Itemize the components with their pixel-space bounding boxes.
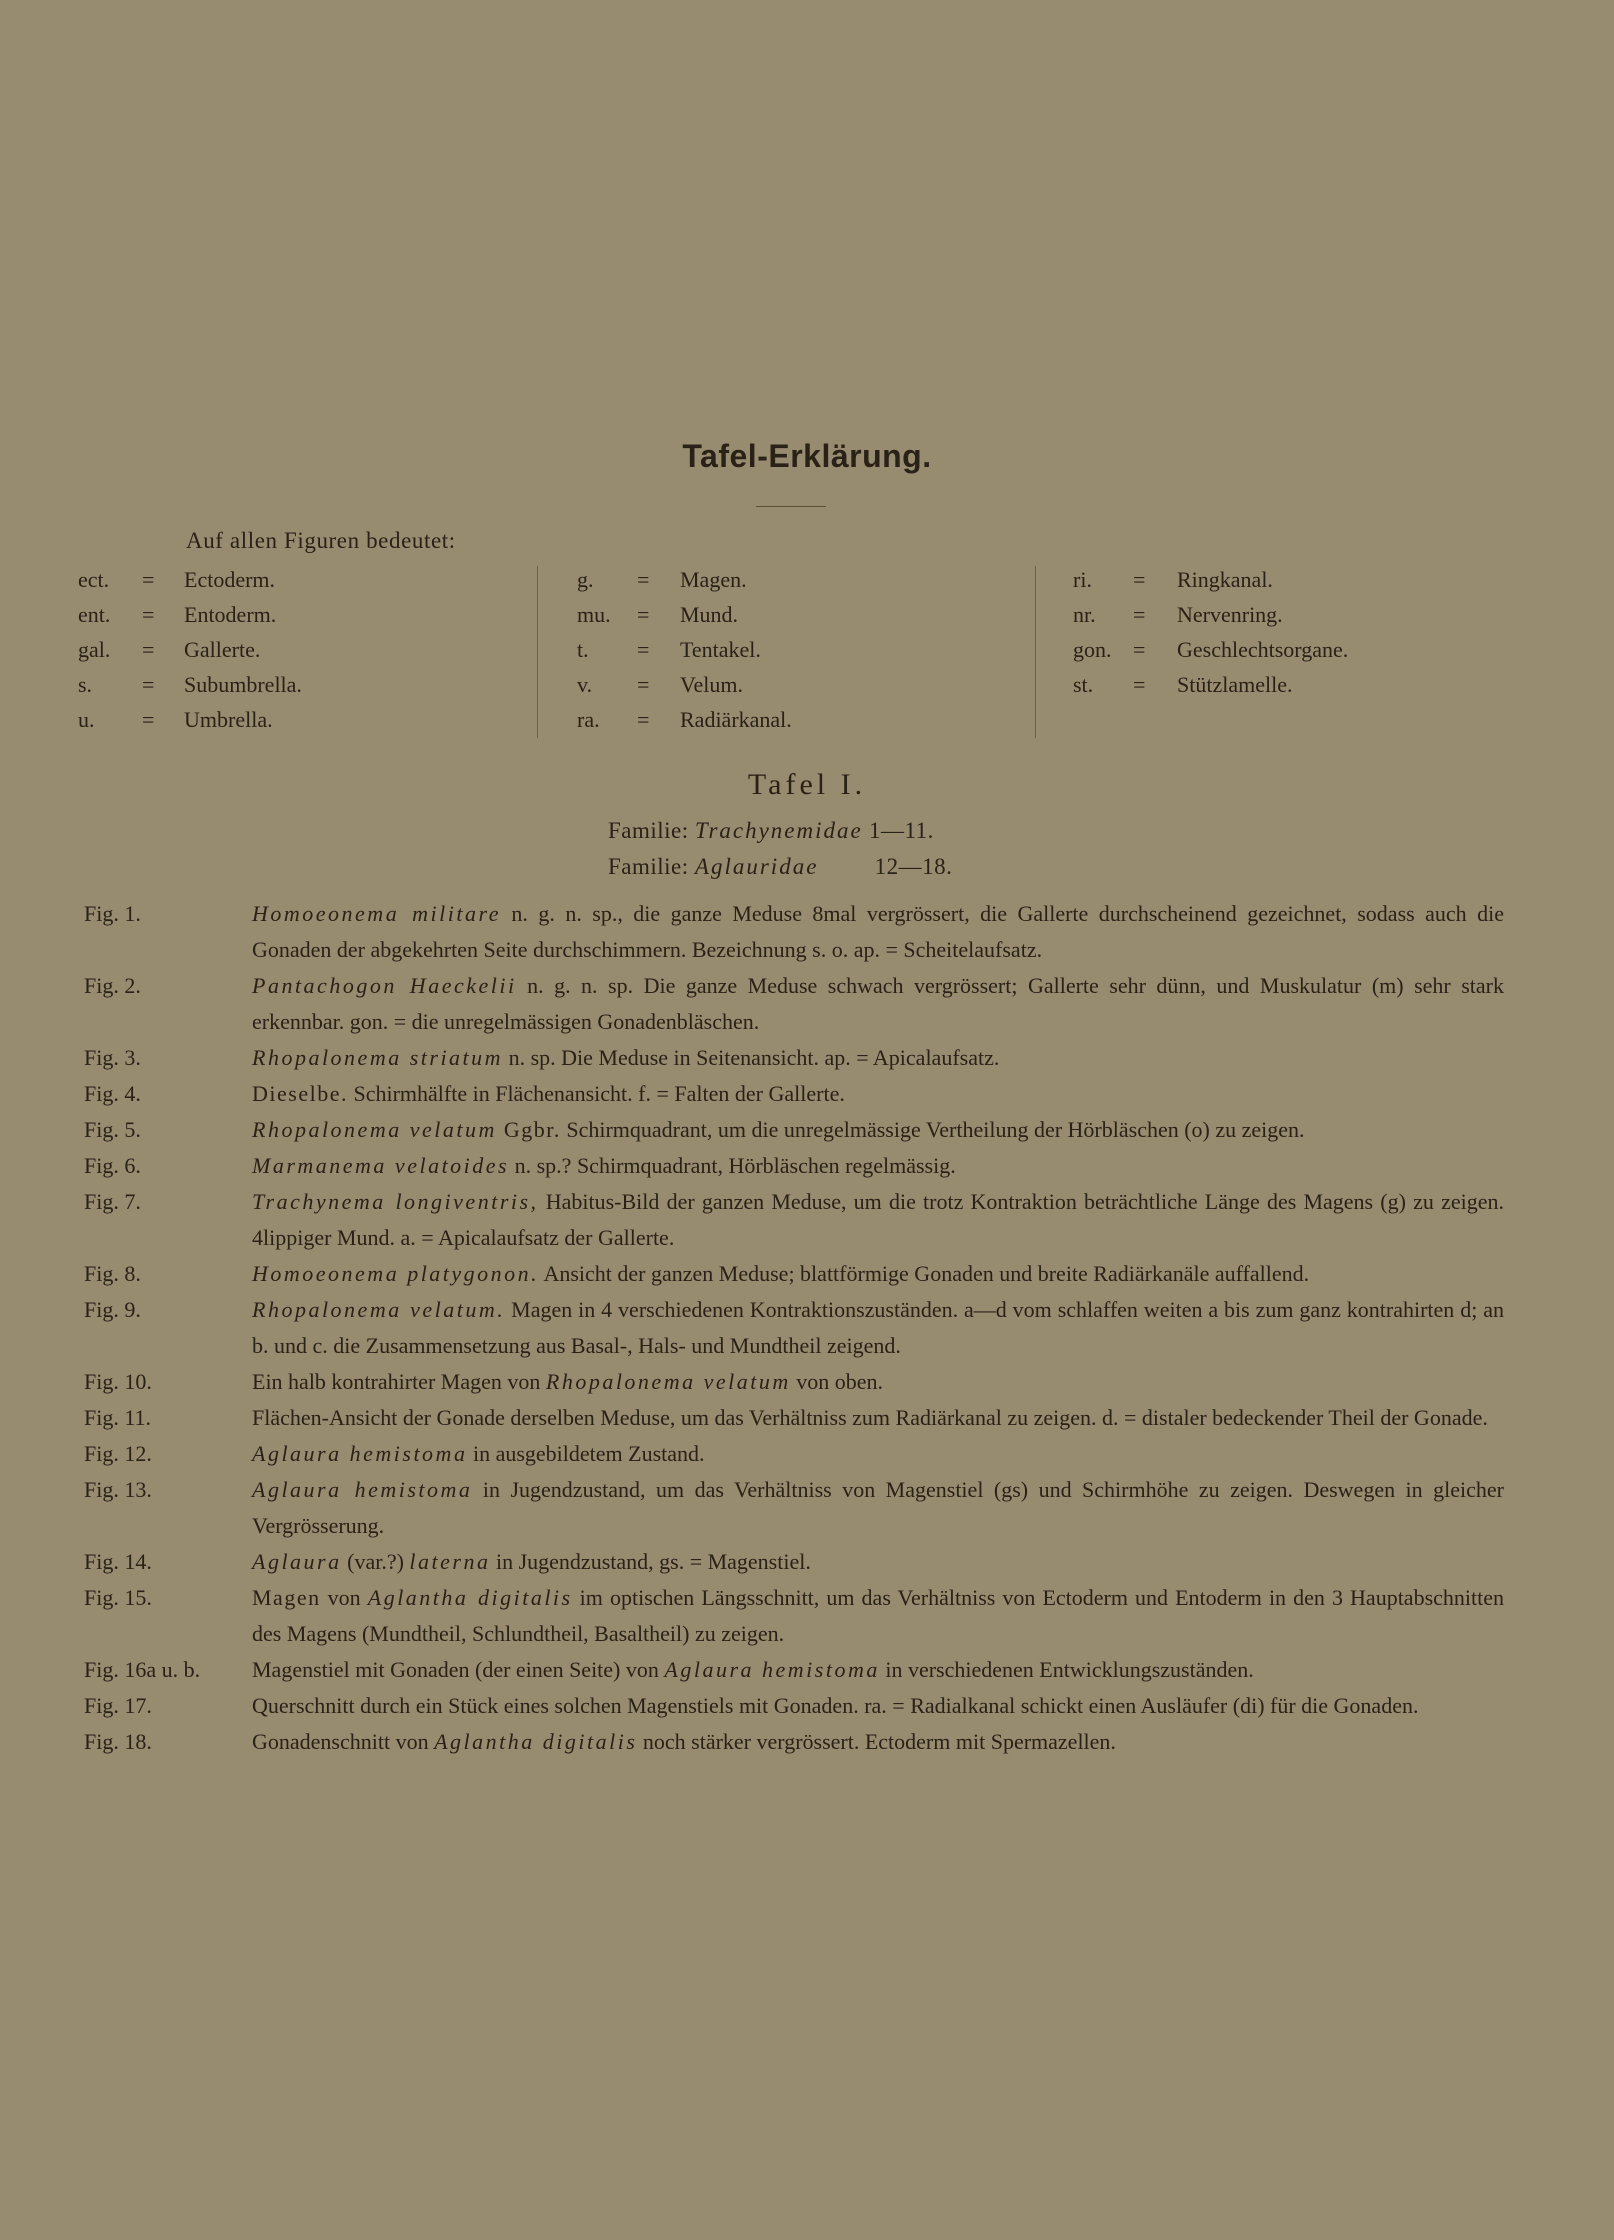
species-name: Aglantha digitalis xyxy=(367,1585,573,1610)
family-line-1 xyxy=(608,818,934,844)
figure-entry xyxy=(84,1652,1504,1688)
species-name: Trachynema longiventris, xyxy=(252,1189,539,1214)
figure-number: Fig. 1. xyxy=(84,901,141,926)
family-line-2 xyxy=(608,854,952,880)
abbreviation-row xyxy=(1073,597,1513,632)
figure-number: Fig. 7. xyxy=(84,1189,141,1214)
species-name: Aglaura hemistoma xyxy=(252,1441,468,1466)
figure-caption xyxy=(252,1688,1504,1724)
abbreviation-row xyxy=(78,702,518,737)
figure-caption xyxy=(252,1292,1504,1364)
abbreviation-row xyxy=(78,632,518,667)
figure-caption xyxy=(252,1040,1504,1076)
abbreviation-meaning: Geschlechtsorgane. xyxy=(1177,637,1349,662)
abbreviation-meaning: Entoderm. xyxy=(184,602,277,627)
page-title: Tafel-Erklärung. xyxy=(682,438,932,474)
equals-sign: = xyxy=(637,602,650,627)
abbreviation-key: g. xyxy=(577,567,594,592)
figure-number: Fig. 8. xyxy=(84,1261,141,1286)
figure-number: Fig. 14. xyxy=(84,1549,152,1574)
figure-entry xyxy=(84,1148,1504,1184)
caption-text: Querschnitt durch ein Stück eines solchen Magenstiels mit Gonaden. ra. = Radialkanal schickt einen Ausläufer (di) für die Gonaden. xyxy=(252,1693,1419,1718)
figure-caption xyxy=(252,1184,1504,1256)
abbreviation-row xyxy=(1073,667,1513,702)
spaced-text: Magen xyxy=(252,1585,321,1610)
figure-entry xyxy=(84,1472,1504,1544)
column-divider xyxy=(537,566,538,738)
abbreviation-row xyxy=(78,562,518,597)
figure-number: Fig. 9. xyxy=(84,1297,141,1322)
figure-number: Fig. 6. xyxy=(84,1153,141,1178)
abbreviation-key: gon. xyxy=(1073,637,1112,662)
abbreviation-row xyxy=(577,702,1017,737)
abbreviation-key: ect. xyxy=(78,567,110,592)
family-name: Aglauridae xyxy=(694,854,819,879)
abbreviation-key: st. xyxy=(1073,672,1094,697)
abbreviation-meaning: Tentakel. xyxy=(680,637,761,662)
figure-entry xyxy=(84,1184,1504,1256)
equals-sign: = xyxy=(637,637,650,662)
figure-caption xyxy=(252,1472,1504,1544)
species-name: laterna xyxy=(409,1549,491,1574)
figure-caption xyxy=(252,968,1504,1040)
figure-caption xyxy=(252,1364,1504,1400)
species-name: Aglaura hemistoma xyxy=(664,1657,880,1682)
species-name: Aglantha digitalis xyxy=(434,1729,638,1754)
species-name: Marmanema velatoides xyxy=(252,1153,510,1178)
caption-text: in Jugendzustand, gs. = Magenstiel. xyxy=(490,1549,811,1574)
species-name: Rhopalonema striatum xyxy=(252,1045,504,1070)
abbreviation-row xyxy=(1073,562,1513,597)
caption-text: im optischen Längsschnitt, um das Verhältniss von Ectoderm und Entoderm in den 3 Hauptabschnitten des Magens (Mundtheil, Schlundtheil, Basaltheil) zu zeigen. xyxy=(252,1585,1504,1646)
caption-text: Schirmquadrant, um die unregelmässige Vertheilung der Hörbläschen (o) zu zeigen. xyxy=(560,1117,1305,1142)
figure-number: Fig. 12. xyxy=(84,1441,152,1466)
figure-entry xyxy=(84,1256,1504,1292)
figure-caption xyxy=(252,1112,1504,1148)
figure-entry xyxy=(84,1544,1504,1580)
figure-entry xyxy=(84,1724,1504,1760)
abbreviation-row xyxy=(577,597,1017,632)
figure-entry xyxy=(84,896,1504,968)
figure-caption xyxy=(252,1256,1504,1292)
figure-list xyxy=(84,896,1504,1760)
figure-number: Fig. 16a u. b. xyxy=(84,1657,201,1682)
equals-sign: = xyxy=(142,602,155,627)
abbreviations-column-3 xyxy=(1073,562,1513,702)
species-name: Rhopalonema velatum. xyxy=(252,1297,506,1322)
equals-sign: = xyxy=(637,672,650,697)
figure-number: Fig. 4. xyxy=(84,1081,141,1106)
species-name: Rhopalonema velatum xyxy=(545,1369,791,1394)
caption-text: von oben. xyxy=(790,1369,883,1394)
abbreviation-row xyxy=(78,667,518,702)
abbreviation-meaning: Magen. xyxy=(680,567,747,592)
equals-sign: = xyxy=(1133,602,1146,627)
caption-text: in verschiedenen Entwicklungszuständen. xyxy=(879,1657,1254,1682)
figure-entry xyxy=(84,1688,1504,1724)
caption-text: in Jugendzustand, um das Verhältniss von Magenstiel (gs) und Schirmhöhe zu zeigen. Deswegen in gleicher Vergrösserung. xyxy=(252,1477,1504,1538)
abbreviation-row xyxy=(78,597,518,632)
abbreviation-key: gal. xyxy=(78,637,111,662)
caption-text: n. sp. Die Meduse in Seitenansicht. ap. = Apicalaufsatz. xyxy=(503,1045,1000,1070)
column-divider xyxy=(1035,566,1036,738)
species-name: Aglaura xyxy=(252,1549,342,1574)
figure-entry xyxy=(84,1436,1504,1472)
figure-number: Fig. 3. xyxy=(84,1045,141,1070)
figure-entry xyxy=(84,1292,1504,1364)
figure-number: Fig. 17. xyxy=(84,1693,152,1718)
abbreviation-meaning: Mund. xyxy=(680,602,739,627)
caption-text: von xyxy=(320,1585,368,1610)
figure-caption xyxy=(252,1148,1504,1184)
caption-text: Ein halb kontrahirter Magen von xyxy=(252,1369,546,1394)
species-name: Homoeonema platygonon. xyxy=(252,1261,540,1286)
figure-number: Fig. 10. xyxy=(84,1369,152,1394)
caption-text: n. sp.? Schirmquadrant, Hörbläschen regelmässig. xyxy=(509,1153,956,1178)
caption-text: Magen in 4 verschiedenen Kontraktionszuständen. a—d vom schlaffen weiten a bis zum ganz kontrahirten d; an b. und c. die Zusammensetzung aus Basal-, Hals- und Mundtheil zeigend. xyxy=(252,1297,1504,1358)
abbreviation-meaning: Ectoderm. xyxy=(184,567,276,592)
figure-number: Fig. 11. xyxy=(84,1405,152,1430)
figure-entry xyxy=(84,1580,1504,1652)
caption-text: n. g. n. sp., die ganze Meduse 8mal vergrössert, die Gallerte durchscheinend gezeichnet, sodass auch die Gonaden der abgekehrten Seite durchschimmern. Bezeichnung s. o. ap. = Scheitelaufsatz. xyxy=(252,901,1504,962)
figure-entry xyxy=(84,1364,1504,1400)
family-label: Familie: xyxy=(608,818,689,843)
caption-text: (var.?) xyxy=(341,1549,410,1574)
caption-text: Flächen-Ansicht der Gonade derselben Meduse, um das Verhältniss zum Radiärkanal zu zeigen. d. = distaler bedeckender Theil der Gonade. xyxy=(252,1405,1488,1430)
abbreviation-key: mu. xyxy=(577,602,611,627)
spaced-text: Dieselbe. xyxy=(252,1081,348,1106)
abbreviation-key: ent. xyxy=(78,602,111,627)
abbreviation-meaning: Umbrella. xyxy=(184,707,273,732)
caption-text: Magenstiel mit Gonaden (der einen Seite) von xyxy=(252,1657,665,1682)
caption-text: n. g. n. sp. Die ganze Meduse schwach vergrössert; Gallerte sehr dünn, und Muskulatur (m) sehr stark erkennbar. gon. = die unregelmässigen Gonadenbläschen. xyxy=(252,973,1504,1034)
abbreviation-meaning: Stützlamelle. xyxy=(1177,672,1293,697)
equals-sign: = xyxy=(142,707,155,732)
abbreviation-key: ri. xyxy=(1073,567,1092,592)
equals-sign: = xyxy=(1133,637,1146,662)
equals-sign: = xyxy=(637,567,650,592)
abbreviation-row xyxy=(1073,632,1513,667)
equals-sign: = xyxy=(1133,567,1146,592)
figure-entry xyxy=(84,1040,1504,1076)
caption-text: Ansicht der ganzen Meduse; blattförmige Gonaden und breite Radiärkanäle auffallend. xyxy=(539,1261,1310,1286)
family-range: 1—11. xyxy=(868,818,934,843)
figure-number: Fig. 2. xyxy=(84,973,141,998)
figure-caption xyxy=(252,1652,1504,1688)
figure-entry xyxy=(84,968,1504,1040)
caption-text: Schirmhälfte in Flächenansicht. f. = Falten der Gallerte. xyxy=(347,1081,845,1106)
species-name: Rhopalonema velatum xyxy=(252,1117,497,1142)
figure-caption xyxy=(252,1436,1504,1472)
figure-number: Fig. 18. xyxy=(84,1729,152,1754)
equals-sign: = xyxy=(142,672,155,697)
equals-sign: = xyxy=(637,707,650,732)
abbreviations-column-1 xyxy=(78,562,518,737)
figure-caption xyxy=(252,1544,1504,1580)
abbreviation-meaning: Subumbrella. xyxy=(184,672,302,697)
species-name: Aglaura hemistoma xyxy=(252,1477,473,1502)
figure-entry xyxy=(84,1076,1504,1112)
abbreviation-row xyxy=(577,632,1017,667)
figure-caption xyxy=(252,1076,1504,1112)
family-label: Familie: xyxy=(608,854,689,879)
family-range: 12—18. xyxy=(874,854,953,879)
figure-number: Fig. 15. xyxy=(84,1585,152,1610)
abbreviation-meaning: Radiärkanal. xyxy=(680,707,792,732)
figure-caption xyxy=(252,1580,1504,1652)
species-name: Pantachogon Haeckelii xyxy=(252,973,517,998)
equals-sign: = xyxy=(1133,672,1146,697)
caption-text: Habitus-Bild der ganzen Meduse, um die trotz Kontraktion beträchtliche Länge des Magens (g) zu zeigen. 4lippiger Mund. a. = Apicalaufsatz der Gallerte. xyxy=(252,1189,1504,1250)
abbreviation-key: ra. xyxy=(577,707,600,732)
abbreviations-column-2 xyxy=(577,562,1017,737)
figure-number: Fig. 13. xyxy=(84,1477,152,1502)
caption-text: in ausgebildetem Zustand. xyxy=(467,1441,705,1466)
abbreviation-key: nr. xyxy=(1073,602,1096,627)
abbreviation-meaning: Velum. xyxy=(680,672,743,697)
caption-text: noch stärker vergrössert. Ectoderm mit Spermazellen. xyxy=(637,1729,1116,1754)
abbreviation-row xyxy=(577,667,1017,702)
abbreviation-meaning: Nervenring. xyxy=(1177,602,1283,627)
figure-caption xyxy=(252,1400,1504,1436)
figure-entry xyxy=(84,1400,1504,1436)
abbreviation-meaning: Gallerte. xyxy=(184,637,261,662)
abbreviation-key: v. xyxy=(577,672,593,697)
figure-number: Fig. 5. xyxy=(84,1117,141,1142)
spaced-text: Ggbr. xyxy=(496,1117,561,1142)
family-name: Trachynemidae xyxy=(694,818,863,843)
equals-sign: = xyxy=(142,567,155,592)
species-name: Homoeonema militare xyxy=(252,901,501,926)
abbreviation-key: t. xyxy=(577,637,589,662)
figure-entry xyxy=(84,1112,1504,1148)
figure-caption xyxy=(252,896,1504,968)
abbreviations-heading: Auf allen Figuren bedeutet: xyxy=(186,528,456,553)
abbreviation-row xyxy=(577,562,1017,597)
equals-sign: = xyxy=(142,637,155,662)
plate-heading: Tafel I. xyxy=(747,768,867,801)
figure-caption xyxy=(252,1724,1504,1760)
abbreviation-key: u. xyxy=(78,707,95,732)
abbreviation-meaning: Ringkanal. xyxy=(1177,567,1273,592)
caption-text: Gonadenschnitt von xyxy=(252,1729,435,1754)
abbreviation-key: s. xyxy=(78,672,93,697)
title-divider xyxy=(756,506,826,507)
